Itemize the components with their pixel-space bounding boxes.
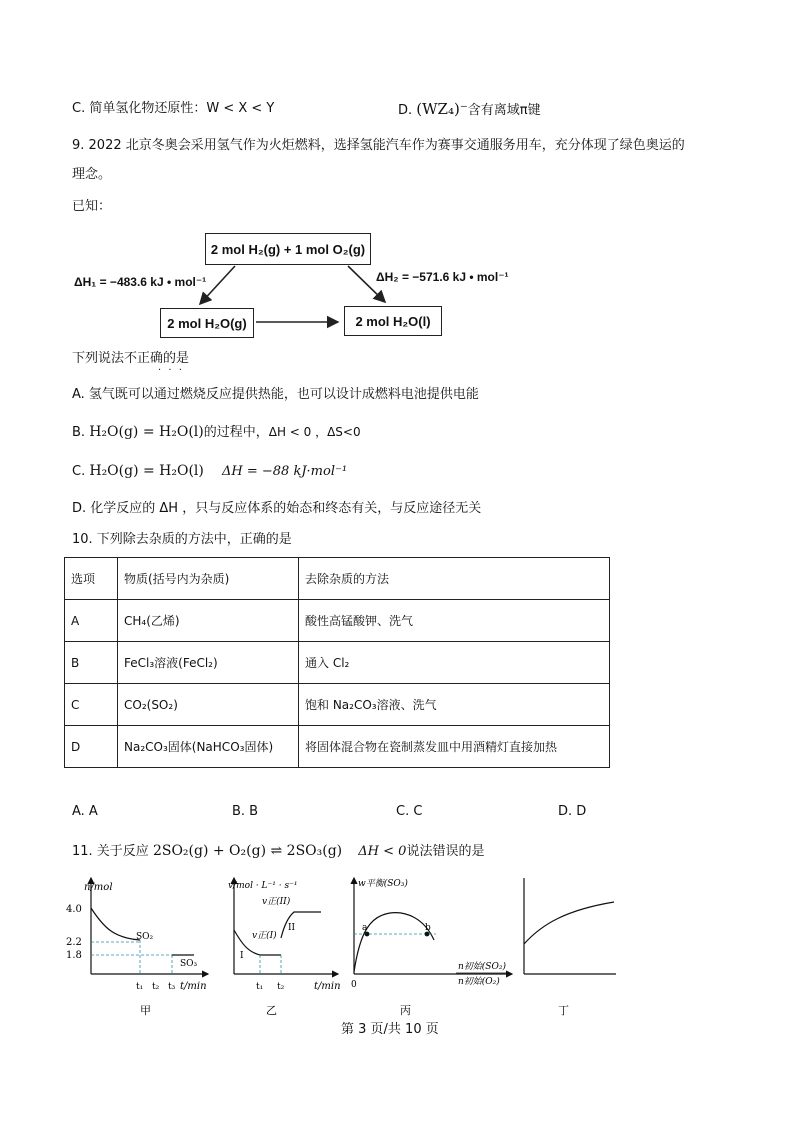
table-row	[65, 726, 610, 768]
q9-option-b	[72, 423, 361, 442]
bing-y-label: w平衡(SO₃)	[358, 879, 408, 889]
diagram-right-box: 2 mol H₂O(l)	[344, 306, 442, 336]
graph-ding	[516, 872, 626, 1020]
table-cell: A	[65, 600, 118, 642]
bing-x-num: n初始(SO₂)	[458, 962, 506, 972]
q11-stem	[72, 842, 484, 861]
yi-v1-label: v正(I)	[252, 931, 277, 941]
table-cell: D	[65, 726, 118, 768]
table-cell: 酸性高锰酸钾、洗气	[299, 600, 610, 642]
table-header-cell: 物质(括号内为杂质)	[118, 558, 299, 600]
table-cell: B	[65, 642, 118, 684]
q10-choice-b: B. B	[232, 804, 259, 819]
emphasis-dots: · · ·	[158, 365, 184, 376]
jia-so2-curve	[91, 908, 140, 940]
bing-x-den: n初始(O₂)	[458, 977, 500, 987]
table-header-cell: 选项	[65, 558, 118, 600]
yi-t2-label: t₂	[277, 982, 285, 992]
q10-choice-a: A. A	[72, 804, 98, 819]
table-cell: CH₄(乙烯)	[118, 600, 299, 642]
table-row	[65, 684, 610, 726]
table-row	[65, 600, 610, 642]
q9-known: 已知：	[72, 199, 112, 214]
table-cell: FeCl₃溶液(FeCl₂)	[118, 642, 299, 684]
yi-v2-label: v正(II)	[262, 897, 291, 907]
arrow-to-h2o-gas	[200, 266, 235, 304]
diagram-left-box: 2 mol H₂O(g)	[160, 308, 254, 338]
diagram-dh1: ΔH₁ = −483.6 kJ • mol⁻¹	[74, 275, 207, 289]
jia-t2-label: t₂	[152, 982, 160, 992]
q11-dh: ΔH < 0	[358, 844, 407, 859]
diagram-dh2: ΔH₂ = −571.6 kJ • mol⁻¹	[376, 270, 509, 284]
q9-stem-line1: 9. 2022 北京冬奥会采用氢气作为火炬燃料，选择氢能汽车作为赛事交通服务用车，充分体现了绿色奥运的	[72, 138, 685, 153]
bing-a-label: a	[362, 923, 368, 933]
diagram-top-box: 2 mol H₂(g) + 1 mol O₂(g)	[205, 233, 371, 265]
yi-t1-label: t₁	[256, 982, 264, 992]
jia-tick-22: 2.2	[66, 937, 82, 948]
ding-curve	[524, 902, 614, 944]
yi-i-label: I	[240, 951, 244, 961]
arrow-to-h2o-liquid	[348, 266, 385, 302]
diagram-arrows	[0, 0, 793, 400]
q8-option-d-label: D.	[398, 103, 417, 118]
yi-v2-curve	[281, 912, 321, 938]
bing-b-label: b	[425, 923, 431, 933]
bing-curve	[354, 913, 434, 972]
q9-stem-line2: 理念。	[72, 167, 112, 182]
jia-caption: 甲	[140, 1004, 151, 1017]
bing-origin: 0	[351, 980, 357, 990]
graph-yi	[226, 872, 346, 1020]
table-cell: CO₂(SO₂)	[118, 684, 299, 726]
q10-choice-d: D. D	[558, 804, 587, 819]
table-header-row	[65, 558, 610, 600]
q10-choice-c: C. C	[396, 804, 423, 819]
q10-table	[64, 557, 610, 768]
yi-ii-label: II	[288, 923, 296, 933]
table-row	[65, 642, 610, 684]
q9-option-c-dh: ΔH = −88 kJ·mol⁻¹	[222, 464, 348, 479]
jia-t1-label: t₁	[136, 982, 144, 992]
jia-so2-label: SO₂	[136, 932, 154, 942]
yi-y-label: v/mol · L⁻¹ · s⁻¹	[228, 881, 298, 891]
q8-option-d-text: 含有离域π键	[467, 103, 541, 118]
page-footer: 第 3 页/共 10 页	[341, 1022, 439, 1037]
table-cell: 通入 Cl₂	[299, 642, 610, 684]
q8-option-c: C. 简单氢化物还原性：W < X < Y	[72, 101, 275, 116]
bing-caption: 丙	[400, 1004, 411, 1017]
jia-so3-label: SO₃	[180, 959, 198, 969]
q9-option-c-formula: H₂O(g) = H₂O(l)	[89, 463, 204, 479]
graph-jia	[66, 872, 216, 1020]
jia-x-label: t/min	[180, 981, 207, 992]
table-cell: 饱和 Na₂CO₃溶液、洗气	[299, 684, 610, 726]
yi-x-label: t/min	[314, 981, 341, 992]
jia-tick-18: 1.8	[66, 950, 82, 961]
q11-stem-post: 说法错误的是	[406, 844, 485, 859]
q10-stem: 10. 下列除去杂质的方法中，正确的是	[72, 532, 292, 547]
q9-option-d: D. 化学反应的 ΔH ，只与反应体系的始态和终态有关，与反应途径无关	[72, 501, 482, 516]
q9-option-b-formula: H₂O(g) = H₂O(l)	[89, 424, 204, 440]
q9-question: 下列说法不正确的是	[72, 351, 190, 366]
q8-option-d-formula: (WZ₄)⁻	[416, 100, 468, 118]
jia-tick-40: 4.0	[66, 904, 82, 915]
q9-option-c	[72, 462, 347, 481]
jia-t3-label: t₃	[168, 982, 176, 992]
q9-option-b-text: 的过程中，	[203, 425, 269, 440]
q11-equation: 2SO₂(g) + O₂(g) ⇌ 2SO₃(g)	[152, 843, 343, 859]
table-header-cell: 去除杂质的方法	[299, 558, 610, 600]
ding-caption: 丁	[558, 1004, 569, 1017]
q9-option-c-label: C.	[72, 464, 86, 479]
table-cell: C	[65, 684, 118, 726]
q11-stem-pre: 11. 关于反应	[72, 844, 149, 859]
q9-option-b-cond: ΔH < 0 ，ΔS<0	[268, 425, 361, 439]
q9-option-a: A. 氢气既可以通过燃烧反应提供热能，也可以设计成燃料电池提供电能	[72, 387, 479, 402]
table-cell: 将固体混合物在瓷制蒸发皿中用酒精灯直接加热	[299, 726, 610, 768]
q9-option-b-label: B.	[72, 425, 86, 440]
table-cell: Na₂CO₃固体(NaHCO₃固体)	[118, 726, 299, 768]
graph-bing	[348, 872, 518, 1020]
jia-y-label: n/mol	[84, 882, 113, 893]
yi-caption: 乙	[266, 1004, 277, 1017]
